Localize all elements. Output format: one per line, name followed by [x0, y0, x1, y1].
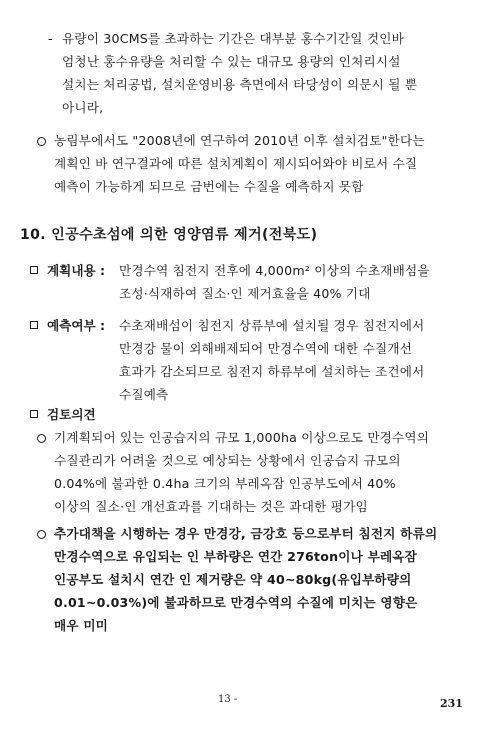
- text-line: 아니라,: [62, 100, 104, 115]
- text-line: 0.01∼0.03%)에 불과하므로 만경수역의 수질에 미치는 영향은: [54, 595, 418, 610]
- text-line: 만경강 물이 외해배제되어 만경수역에 대한 수질개선: [119, 341, 413, 356]
- review-heading: 검토의견: [47, 407, 96, 422]
- text-line: 추가대책을 시행하는 경우 만경강, 금강호 등으로부터 침전지 하류의: [54, 526, 438, 541]
- text-line: 만경수역 침전지 전후에 4,000m² 이상의 수초재배섬을: [119, 263, 430, 278]
- text-line: 조성·식재하여 질소·인 제거효율을 40% 기대: [119, 286, 371, 301]
- checkbox-square-icon: [30, 410, 38, 418]
- checkbox-square-icon: [30, 321, 38, 329]
- paragraph-review-wetland: [54, 426, 429, 518]
- text-line: 유량이 30CMS를 초과하는 기간은 대부분 홍수기간일 것인바: [62, 31, 404, 46]
- text-line: 인공부도 설치시 연간 인 제거량은 약 40∼80kg(유입부하량의: [54, 572, 412, 587]
- text-line: 매우 미미: [54, 618, 109, 633]
- text-line: 이상의 질소·인 개선효과를 기대하는 것은 과대한 평가임: [54, 499, 368, 514]
- circle-bullet-icon: [37, 530, 46, 539]
- text-line: 수초재배섬이 침전지 상류부에 설치될 경우 침전지에서: [119, 318, 425, 333]
- text-line: 엄청난 홍수유량을 처리할 수 있는 대규모 용량의 인처리시설: [62, 54, 401, 69]
- paragraph-flood-capacity: [62, 27, 417, 119]
- text-line: 예측이 가능하게 되므로 금번에는 수질을 예측하지 못함: [54, 179, 364, 194]
- paragraph-plan: [119, 259, 430, 305]
- plan-label: 계획내용 :: [47, 263, 106, 278]
- text-line: 기계획되어 있는 인공습지의 규모 1,000ha 이상으로도 만경수역의: [54, 430, 430, 445]
- page-number-right: 231: [440, 697, 463, 710]
- paragraph-review-phosphorus: [54, 522, 437, 637]
- paragraph-ministry-plan: [54, 129, 425, 198]
- checkbox-square-icon: [30, 266, 38, 274]
- text-line: 설치는 처리공법, 설치운영비용 측면에서 타당성이 의문시 될 뿐: [62, 77, 418, 92]
- text-line: 수질관리가 어려울 것으로 예상되는 상황에서 인공습지 규모의: [54, 453, 401, 468]
- text-line: 농림부에서도 "2008년에 연구하여 2010년 이후 설치검토"한다는: [54, 133, 425, 148]
- section-heading: 10. 인공수초섬에 의한 영양염류 제거(전북도): [20, 227, 318, 243]
- text-line: 만경수역으로 유입되는 인 부하량은 연간 276ton이나 부레옥잠: [54, 549, 418, 564]
- page-number-center: 13 -: [218, 694, 238, 705]
- predict-label: 예측여부 :: [47, 318, 106, 333]
- text-line: 수질예측: [119, 387, 169, 402]
- paragraph-prediction: [119, 314, 424, 406]
- dash-marker: -: [48, 31, 53, 46]
- text-line: 효과가 감소되므로 침전지 하류부에 설치하는 조건에서: [119, 364, 425, 379]
- text-line: 계획인 바 연구결과에 따른 설치계획이 제시되어와야 비로서 수질: [54, 156, 418, 171]
- circle-bullet-icon: [37, 137, 46, 146]
- text-line: 0.04%에 불과한 0.4ha 크기의 부레옥잠 인공부도에서 40%: [54, 476, 396, 491]
- circle-bullet-icon: [37, 434, 46, 443]
